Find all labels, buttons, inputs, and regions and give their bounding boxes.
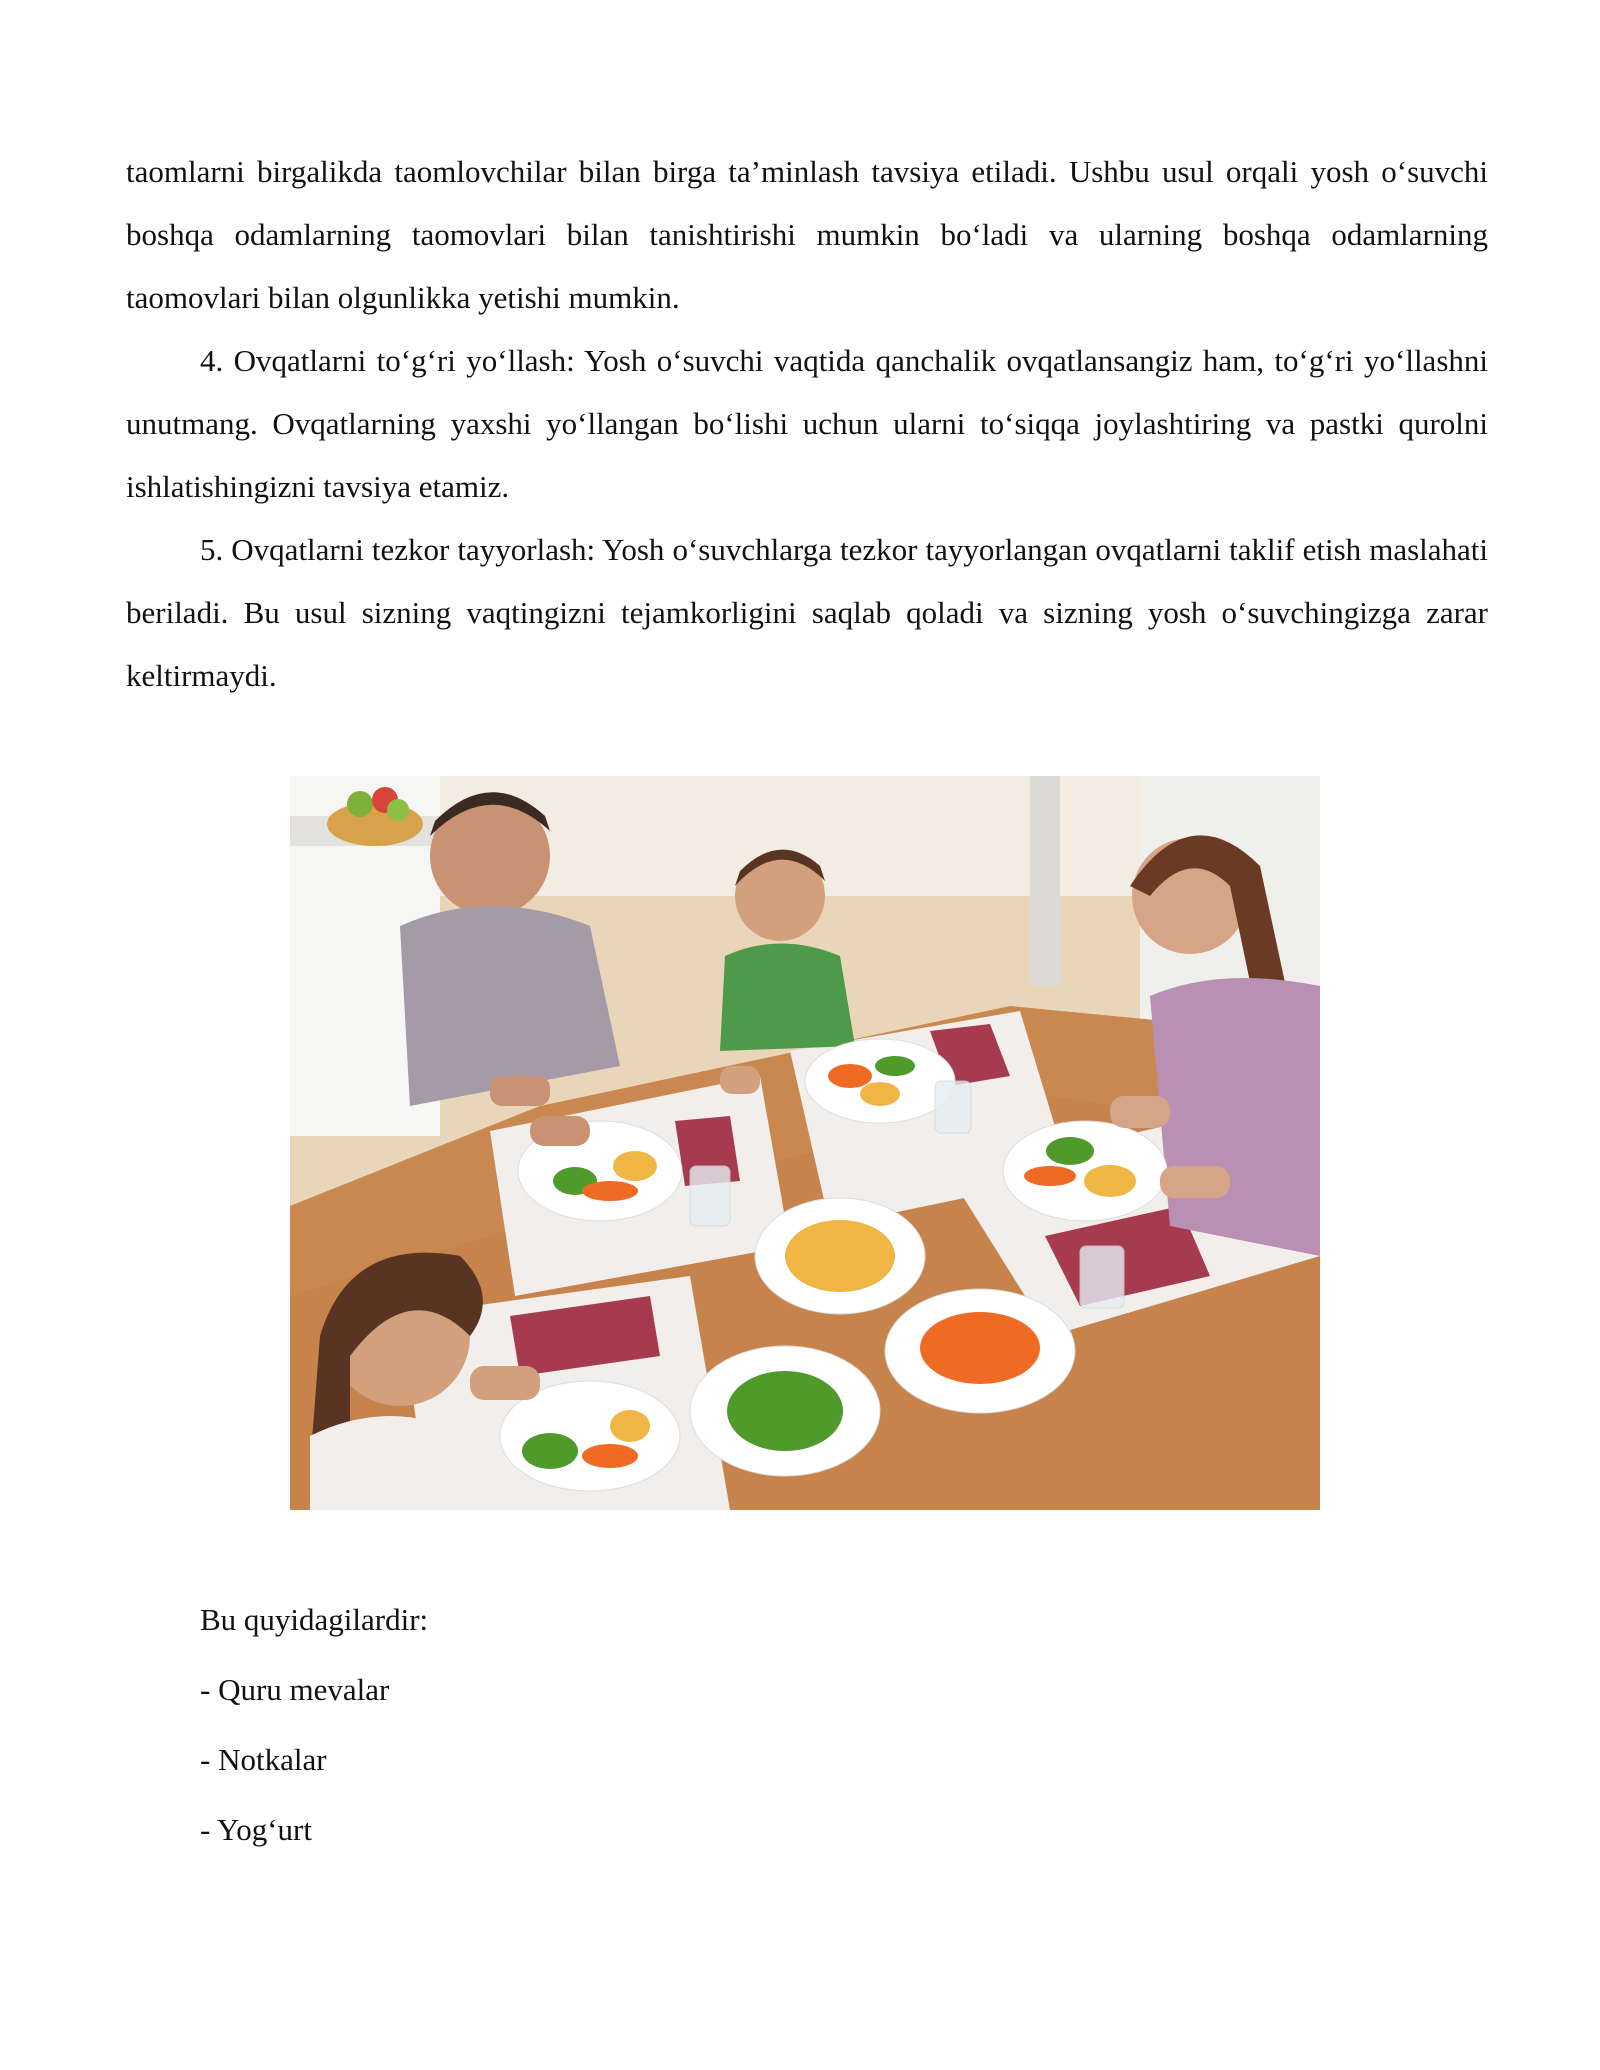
list-intro: Bu quyidagilardir: — [200, 1602, 429, 1637]
paragraph-item-4: 4. Ovqatlarni to‘g‘ri yo‘llash: Yosh o‘suvchi vaqtida qanchalik ovqatlansangiz ham, to‘g‘ri yo‘llashni unutmang. Ovqatlarning yaxshi yo‘llangan bo‘lishi uchun ularni to‘siqqa joylashtiring va pastki qurolni ishlatishingizni tavsiya etamiz. — [126, 343, 1488, 504]
list-item: - Yog‘urt — [200, 1812, 312, 1847]
family-dinner-photo — [290, 776, 1320, 1510]
snack-list — [200, 1594, 428, 1874]
list-item: - Quru mevalar — [200, 1672, 390, 1707]
paragraph-continuation: taomlarni birgalikda taomlovchilar bilan birga ta’minlash tavsiya etiladi. Ushbu usul orqali yosh o‘suvchi boshqa odamlarning taomovlari bilan tanishtirishi mumkin bo‘ladi va ularning boshqa odamlarning taomovlari bilan olgunlikka yetishi mumkin. — [126, 154, 1488, 315]
list-item: - Notkalar — [200, 1742, 327, 1777]
paragraph-item-5: 5. Ovqatlarni tezkor tayyorlash: Yosh o‘suvchlarga tezkor tayyorlangan ovqatlarni taklif etish maslahati beriladi. Bu usul sizning vaqtingizni tejamkorligini saqlab qoladi va sizning yosh o‘suvchingizga zarar keltirmaydi. — [126, 532, 1488, 693]
